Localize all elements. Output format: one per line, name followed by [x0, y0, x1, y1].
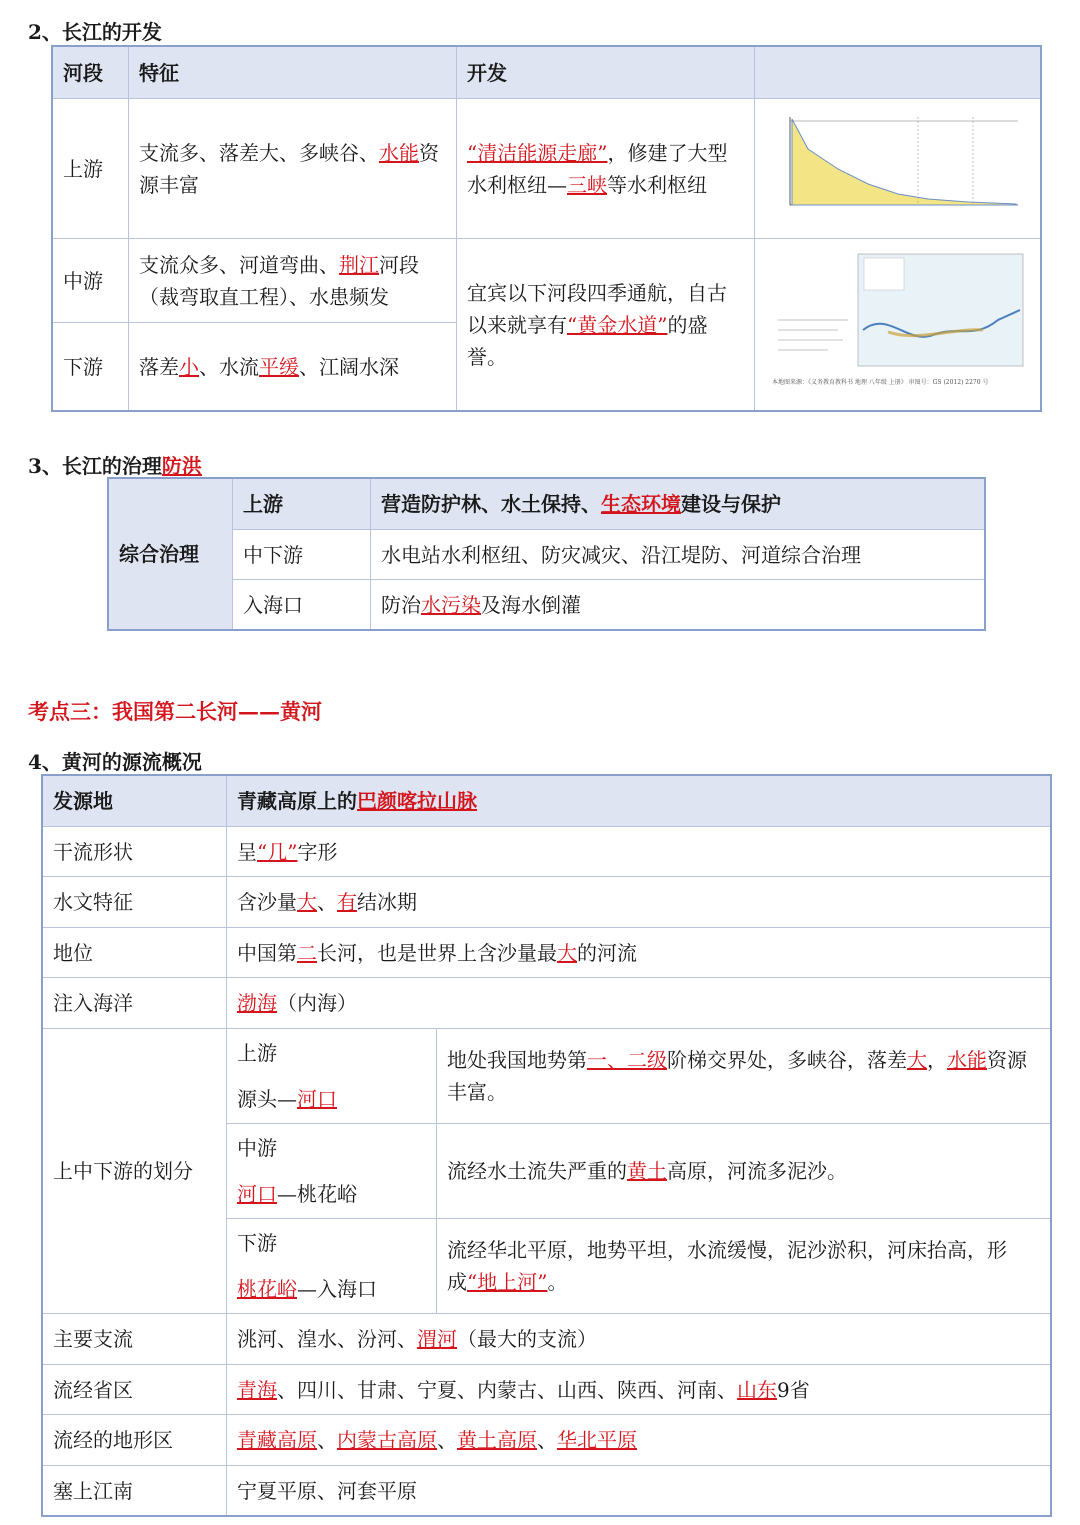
shape-label: 干流形状 [43, 827, 227, 877]
tributary-label: 主要支流 [43, 1314, 227, 1365]
sea-label: 注入海洋 [43, 978, 227, 1029]
yangtze-development-table [52, 46, 1041, 411]
yangtze-map-image [768, 250, 1028, 400]
upper-division-desc: 地处我国地势第一、二级阶梯交界处，多峡谷，落差大，水能资源丰富。 [437, 1029, 1051, 1124]
yangtze-profile-figure [755, 99, 1041, 239]
upper-reach-development: “清洁能源走廊”，修建了大型水利枢纽—三峡等水利枢纽 [457, 99, 755, 239]
upper-division: 上游 源头—河口 [227, 1029, 437, 1124]
key-point-3-title: 考点三：我国第二长河——黄河 [28, 699, 322, 724]
hydro-label: 水文特征 [43, 877, 227, 928]
source-text: 青藏高原上的巴颜喀拉山脉 [227, 776, 1051, 827]
gov-estuary-label: 入海口 [233, 580, 371, 630]
yangtze-governance-table [108, 478, 985, 630]
header-feature: 特征 [129, 47, 457, 99]
provinces-text: 青海、四川、甘肃、宁夏、内蒙古、山西、陕西、河南、山东9省 [227, 1365, 1051, 1415]
yangtze-map-figure [755, 239, 1041, 411]
upper-reach-feature: 支流多、落差大、多峡谷、水能资源丰富 [129, 99, 457, 239]
shape-text: 呈“几”字形 [227, 827, 1051, 877]
gov-midlower-text: 水电站水利枢纽、防灾减灾、沿江堤防、河道综合治理 [371, 530, 985, 580]
jiangnan-label: 塞上江南 [43, 1466, 227, 1516]
status-label: 地位 [43, 928, 227, 978]
lower-division-desc: 流经华北平原，地势平坦，水流缓慢，泥沙淤积，河床抬高，形成“地上河”。 [437, 1219, 1051, 1314]
section-2-title: 2、长江的开发 [28, 20, 162, 44]
tributary-text: 洮河、湟水、汾河、渭河（最大的支流） [227, 1314, 1051, 1365]
hydro-text: 含沙量大、有结冰期 [227, 877, 1051, 928]
yellow-river-table [42, 775, 1051, 1516]
yangtze-longitudinal-profile-image [768, 109, 1028, 229]
gov-upper-text: 营造防护林、水土保持、生态环境建设与保护 [371, 479, 985, 530]
mid-lower-development: 宜宾以下河段四季通航，自古以来就享有“黄金水道”的盛誉。 [457, 239, 755, 411]
division-label: 上中下游的划分 [43, 1029, 227, 1314]
section-3-title: 3、长江的治理防洪 [28, 454, 202, 478]
header-figure [755, 47, 1041, 99]
gov-upper-label: 上游 [233, 479, 371, 530]
provinces-label: 流经省区 [43, 1365, 227, 1415]
terrain-label: 流经的地形区 [43, 1415, 227, 1466]
middle-division: 中游 河口—桃花峪 [227, 1124, 437, 1219]
status-text: 中国第二长河，也是世界上含沙量最大的河流 [227, 928, 1051, 978]
jiangnan-text: 宁夏平原、河套平原 [227, 1466, 1051, 1516]
terrain-text: 青藏高原、内蒙古高原、黄土高原、华北平原 [227, 1415, 1051, 1466]
section-4-title: 4、黄河的源流概况 [28, 750, 202, 774]
header-development: 开发 [457, 47, 755, 99]
lower-division: 下游 桃花峪—入海口 [227, 1219, 437, 1314]
middle-reach-feature: 支流众多、河道弯曲、荆江河段（裁弯取直工程）、水患频发 [129, 239, 457, 323]
middle-division-desc: 流经水土流失严重的黄土高原，河流多泥沙。 [437, 1124, 1051, 1219]
lower-reach-label: 下游 [53, 323, 129, 411]
source-label: 发源地 [43, 776, 227, 827]
comprehensive-governance-label: 综合治理 [109, 479, 233, 630]
header-segment: 河段 [53, 47, 129, 99]
middle-reach-label: 中游 [53, 239, 129, 323]
gov-midlower-label: 中下游 [233, 530, 371, 580]
lower-reach-feature: 落差小、水流平缓、江阔水深 [129, 323, 457, 411]
sea-text: 渤海（内海） [227, 978, 1051, 1029]
map-source-caption: 本地图来源：《义务教育教科书 地理 八年级 上册》 审图号：GS (2012) 2270 号 [771, 378, 988, 386]
gov-estuary-text: 防治水污染及海水倒灌 [371, 580, 985, 630]
upper-reach-label: 上游 [53, 99, 129, 239]
